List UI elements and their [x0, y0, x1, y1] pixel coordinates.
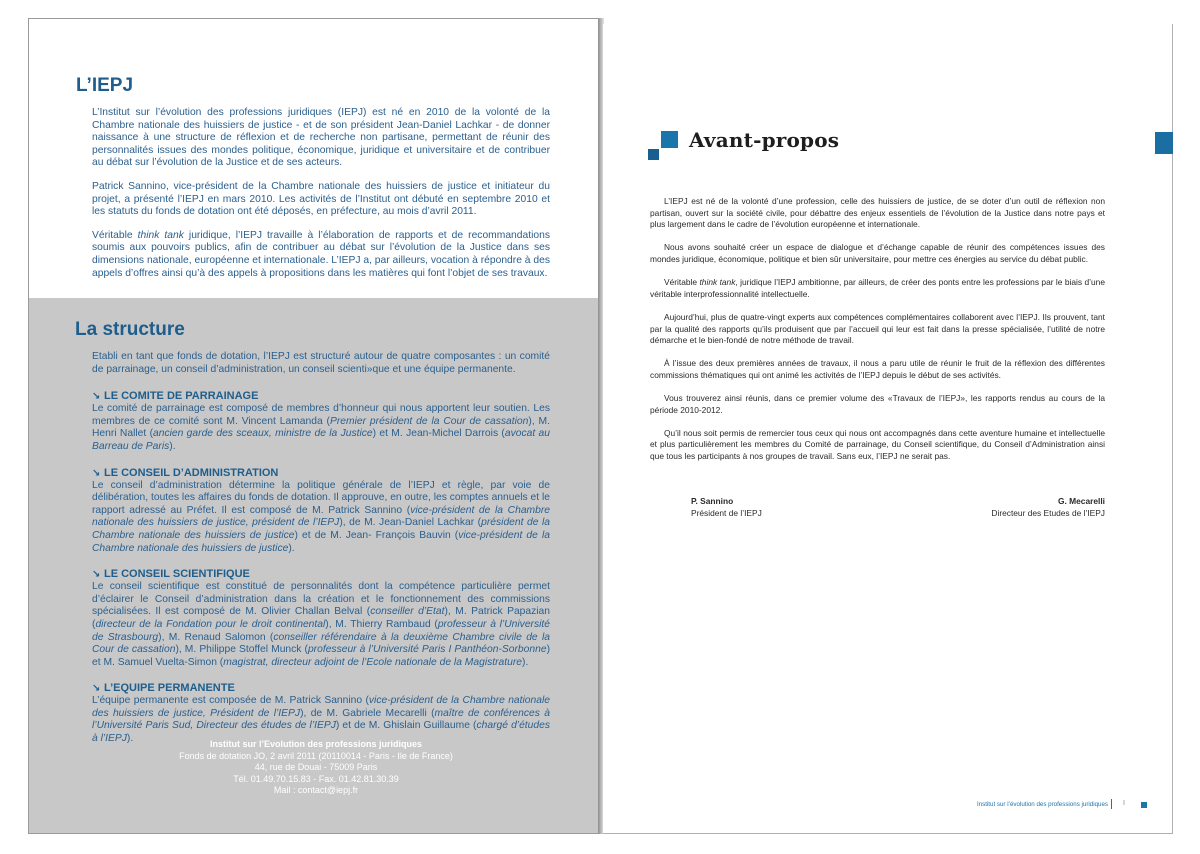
arrow-down-right-icon: ↘	[92, 683, 101, 695]
avant-propos-paragraph: À l’issue des deux premières années de travaux, il nous a paru utile de réunir le fruit de la réflexion des différentes commissions thématiques qui ont animé les activités de l’IEPJ depuis le début de ses activités.	[650, 358, 1105, 380]
footer-phone: Tél. 01.49.70.15.83 - Fax. 01.42.81.30.39	[233, 773, 399, 784]
section-title: ↘ LE COMITE DE PARRAINAGE	[92, 390, 259, 403]
footer-line: Fonds de dotation JO, 2 avril 2011 (20110014 - Paris - Ile de France)	[179, 750, 453, 761]
section-title: ↘ LE CONSEIL SCIENTIFIQUE	[92, 568, 250, 581]
avant-propos-paragraph: L’IEPJ est né de la volonté d’une profession, celle des huissiers de justice, de se doter d’un outil de réflexion non partisan, ouvert sur la société civile, pour débattre des enjeux essentiels de l’évolution de la Justice dans notre pays et plus largement dans le cadre de l’évolution européenne et internationale.	[650, 196, 1105, 230]
structure-heading: La structure	[75, 319, 185, 340]
avant-propos-paragraph: Aujourd’hui, plus de quatre-vingt experts aux compétences complémentaires collaborent avec l’IEPJ. Ils prouvent, tant par la qualité des rapports qu’ils produisent que par l’accueil qui leur est fait dans la presse spécialisée, l’utilité de notre démarche et le bien-fondé de notre méthode de travail.	[650, 311, 1105, 346]
footer-email: Mail : contact@iepj.fr	[273, 785, 359, 795]
intro-text	[92, 107, 550, 291]
signatory-name: P. Sannino	[691, 496, 734, 506]
footer-title: Institut sur l’Evolution des professions juridiques	[209, 739, 423, 749]
avant-propos-heading: Avant-propos	[689, 128, 840, 152]
signatory-role: Président de l’IEPJ	[691, 507, 762, 518]
decor-square-icon	[648, 149, 659, 160]
avant-propos-text	[650, 196, 1105, 474]
right-page	[603, 24, 1173, 834]
intro-paragraph: Patrick Sannino, vice-président de la Chambre nationale des huissiers de justice et initiateur du projet, a présenté l’IEPJ en mars 2010. Les activités de l’Institut ont débuté en septembre 2010 et les statuts du fonds de dotation ont été déposés, en préfecture, au mois d’avril 2011.	[92, 180, 550, 218]
arrow-down-right-icon: ↘	[92, 391, 101, 403]
signatory-name: G. Mecarelli	[1057, 496, 1105, 506]
signature-right	[933, 496, 1105, 519]
structure-text	[92, 351, 550, 759]
structure-lead: Etabli en tant que fonds de dotation, l’IEPJ est structuré autour de quatre composantes : un comité de parrainage, un conseil d’administration, un conseil scienti»que et une équipe permanente.	[92, 351, 550, 375]
section-body: L’équipe permanente est composée de M. Patrick Sannino (vice-président de la Chambre nationale des huissiers de justice, Président de l’IEPJ), de M. Gabriele Mecarelli (maître de conférences à l’Université Paris Sud, Directeur des études de l’IEPJ) et de M. Ghislain Guillaume (chargé d’études à l’IEPJ).	[92, 695, 550, 745]
footer-square-icon	[1141, 802, 1147, 808]
section-title: ↘ L’EQUIPE PERMANENTE	[92, 682, 235, 695]
structure-section	[92, 390, 550, 453]
structure-section	[92, 467, 550, 556]
section-body: Le comité de parrainage est composé de membres d’honneur qui nous apportent leur soutien. Les membres de ce comité sont M. Vincent Lamanda (Premier président de la Cour de cassation), M. Henri Nallet (ancien garde des sceaux, ministre de la Justice) et M. Jean-Michel Darrois (avocat au Barreau de Paris).	[92, 403, 550, 452]
iepj-heading: L’IEPJ	[76, 75, 134, 96]
page-edge-tab	[1155, 132, 1173, 154]
avant-propos-paragraph: Qu’il nous soit permis de remercier tous ceux qui nous ont accompagnés dans cette aventure humaine et intellectuelle et plus particulièrement les membres du Comité de parrainage, du Conseil scientifique, du Conseil d’Administration ainsi que tous les participants à nos groupes de travail. Sans eux, l’IEPJ ne serait pas.	[650, 427, 1105, 462]
footer-divider	[1111, 799, 1112, 809]
intro-paragraph: Véritable think tank juridique, l’IEPJ travaille à l’élaboration de rapports et de recommandations soumis aux pouvoirs publics, afin de contribuer au débat sur l’évolution de la Justice dans ses dimensions nationale, européenne et internationale. L’IEPJ a, par ailleurs, vocation à répondre à des appels d’offres ainsi qu’à des appels à propositions dans les matières qui font l’objet de ses travaux.	[92, 229, 550, 279]
structure-sections	[92, 390, 550, 745]
arrow-down-right-icon: ↘	[92, 569, 101, 581]
running-footer: Institut sur l’évolution des professions juridiques	[976, 801, 1108, 808]
institute-footer	[29, 739, 602, 797]
section-body: Le conseil scientifique est constitué de personnalités dont la compétence particulière permet d’éclairer le Conseil d’administration dans la création et le fonctionnement des commissions spécialisées. Il est composé de M. Olivier Challan Belval (conseiller d’Etat), M. Patrick Papazian (directeur de la Fondation pour le droit continental), M. Thierry Rambaud (professeur à l’Université de Strasbourg), M. Renaud Salomon (conseiller référendaire à la deuxième Chambre civile de la Cour de cassation), M. Philippe Stoffel Munck (professeur à l’Université Paris I Panthéon-Sorbonne) et M. Samuel Vuelta-Simon (magistrat, directeur adjoint de l’Ecole nationale de la Magistrature).	[92, 581, 551, 668]
signatory-role: Directeur des Etudes de l’IEPJ	[991, 507, 1105, 518]
signature-left	[691, 496, 762, 519]
structure-section	[92, 568, 550, 669]
section-title: ↘ LE CONSEIL D’ADMINISTRATION	[92, 466, 279, 479]
intro-paragraph: L’Institut sur l’évolution des professions juridiques (IEPJ) est né en 2010 de la volonté de la Chambre nationale des huissiers de justice - et de son président Jean-Daniel Lachkar - de donner naissance à une structure de réflexion et de recherche non partisane, permettant de réunir des personnalités issues des mondes politique, économique, juridique et universitaire et de contribuer au débat sur l’évolution de la Justice et de ses acteurs.	[92, 107, 550, 169]
decor-square-icon	[661, 131, 678, 148]
section-body: Le conseil d’administration détermine la politique générale de l’IEPJ et règle, par voie de délibération, toutes les affaires du fonds de dotation. Il approuve, en outre, les comptes annuels et le rapport adressé au Préfet. Il est composé de M. Patrick Sannino (vice-président de la Chambre nationale des huissiers de justice, président de l’IEPJ), de M. Jean-Daniel Lachkar (président de la Chambre nationale des huissiers de justice) et de M. Jean- François Bauvin (vice-président de la Chambre nationale des huissiers de justice).	[92, 479, 551, 554]
structure-section	[92, 682, 550, 745]
avant-propos-paragraph: Nous avons souhaité créer un espace de dialogue et d’échange capable de réunir des compétences issues des mondes juridique, économique, politique et bien sûr universitaire, pour mettre ces énergies au service du débat public.	[650, 242, 1105, 264]
arrow-down-right-icon: ↘	[92, 467, 101, 479]
left-page	[28, 18, 602, 834]
page-marker: I	[1123, 800, 1125, 807]
avant-propos-paragraph: Vous trouverez ainsi réunis, dans ce premier volume des «Travaux de l’IEPJ», les rapports rendus au cours de la période 2010-2012.	[650, 393, 1105, 415]
avant-propos-paragraph: Véritable think tank, juridique l’IEPJ ambitionne, par ailleurs, de créer des ponts entre les professions par le biais d’une véritable interprofessionnalité intellectuelle.	[650, 277, 1105, 299]
footer-address: 44, rue de Douai - 75009 Paris	[254, 762, 378, 772]
